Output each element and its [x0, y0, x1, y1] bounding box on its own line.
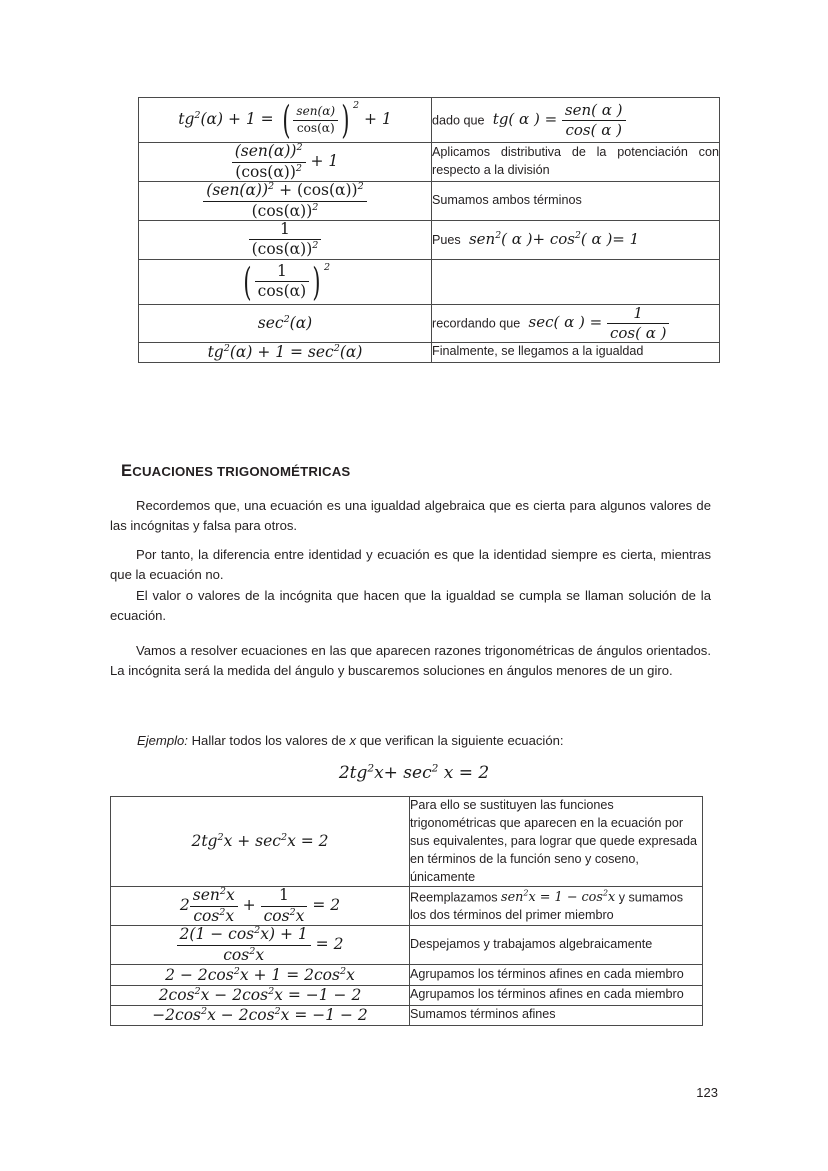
table-row — [111, 1005, 703, 1025]
display-equation-wrapper — [0, 762, 828, 783]
equation-despeje-fraccion: $\frac{2(1 - \cos^2x) + 1}{\cos^2x}$ = 2 — [177, 935, 344, 953]
note-cell — [432, 259, 720, 304]
page-number: 123 — [696, 1085, 718, 1100]
table-row — [111, 887, 703, 926]
equation-tg2-plus-1: $tg^2(\alpha) + 1$ = ( $\frac{\text{sen(α)}}{\cos(\alpha)}$ ) $^2$ + 1 — [178, 98, 392, 142]
note-cell — [432, 304, 720, 342]
example-text-after: que verifican la siguiente ecuación: — [356, 733, 564, 748]
note-cell: Sumamos ambos términos — [432, 182, 720, 221]
note-cell: Agrupamos los términos afines en cada miembro — [410, 985, 703, 1005]
table-row — [139, 259, 720, 304]
table-row — [111, 926, 703, 965]
note-math-sec-definicion: sec( α ) = $\frac{1}{\cos( \alpha )}$ — [524, 313, 670, 331]
table-row — [139, 342, 720, 362]
equation-menos2cos2x-menos-2cos2x: $-2\cos^2x - 2\cos^2x = -1 - 2$ — [152, 1005, 368, 1024]
heading-rest: CUACIONES TRIGONOMÉTRICAS — [132, 464, 351, 479]
example-text-before: Hallar todos los valores de — [187, 733, 350, 748]
equation-cell — [111, 1005, 410, 1025]
identidad-table — [138, 97, 720, 363]
equation-cell — [139, 182, 432, 221]
equation-parentesis-cuadrado: ( $\frac{1}{\cos(\alpha)}$ ) $^2$ — [243, 259, 331, 304]
note-cell: Finalmente, se llegamos a la igualdad — [432, 342, 720, 362]
note-prefix: Pues — [432, 233, 461, 248]
equation-2-menos-2cos2x: $2 - 2\cos^2x + 1 = 2\cos^2x$ — [165, 965, 355, 984]
paragraph-block-3 — [110, 586, 711, 626]
note-cell: Para ello se sustituyen las funciones trigonométricas que aparecen en la ecuación por sus equivalentes, para lograr que quede expresada en términos de la función seno y coseno, únicamente — [410, 797, 703, 887]
equation-cell — [111, 887, 410, 926]
paragraph-block-4 — [110, 641, 711, 681]
table-row — [139, 182, 720, 221]
note-prefix: recordando que — [432, 316, 521, 331]
equation-sec2: $\sec^2(\alpha)$ — [257, 313, 313, 332]
equation-suma-cuadrados: $\frac{(sen(\alpha))^2 + (\cos(\alpha))^2}{(\cos(\alpha))^2}$ — [203, 191, 366, 209]
equation-cell — [111, 797, 410, 887]
equation-cell — [111, 926, 410, 965]
ecuacion-table — [110, 796, 703, 1026]
note-math-tg-definicion: tg( α ) = $\frac{\text{sen( α )}}{\cos( \alpha )}$ — [488, 110, 625, 128]
heading-first-letter: E — [121, 462, 133, 480]
paragraph-block-1 — [110, 496, 711, 536]
note-cell — [410, 887, 703, 926]
note-cell — [432, 221, 720, 260]
equation-2tg2x-plus-sec2x: $2tg^2x + \sec^2x = 2$ — [191, 832, 329, 851]
display-equation-2tg2x-sec2x: $2tg^2x+ \sec^2 x = 2$ — [338, 762, 490, 783]
paragraph-block-2 — [110, 545, 711, 585]
equation-2sen2-sobre-cos2: 2 $\frac{sen^2x}{\cos^2x}$ + $\frac{1}{\cos^2x}$ = 2 — [179, 886, 341, 926]
example-variable: x — [349, 733, 357, 748]
paragraph: Por tanto, la diferencia entre identidad y ecuación es que la identidad siempre es cierta, mientras que la ecuación no. — [110, 547, 711, 583]
note-math-reemplazo: $sen^2x = 1 - \cos^2x$ — [501, 888, 616, 905]
note-cell: Aplicamos distributiva de la potenciación con respecto a la división — [432, 143, 720, 182]
equation-cell — [139, 98, 432, 143]
equation-cell — [139, 342, 432, 362]
equation-cell — [111, 985, 410, 1005]
table-row — [139, 304, 720, 342]
note-prefix: dado que — [432, 113, 485, 127]
example-label: Ejemplo: — [137, 733, 188, 748]
equation-cell — [139, 143, 432, 182]
table-row — [139, 98, 720, 143]
equation-fraccion-cuadrados: $\frac{(sen(\alpha))^2}{(\cos(\alpha))^2}$ + 1 — [232, 152, 339, 170]
note-math-identidad-fundamental: sen$^2$( α )+ $\cos^2$( α )= 1 — [464, 230, 640, 249]
equation-cell — [139, 221, 432, 260]
table-row — [139, 143, 720, 182]
table-row — [111, 965, 703, 985]
equation-final-identidad: $tg^2(\alpha) + 1 = \sec^2(\alpha)$ — [207, 342, 363, 361]
table-row — [111, 797, 703, 887]
equation-cell — [111, 965, 410, 985]
note-cell: Sumamos términos afines — [410, 1005, 703, 1025]
paragraph: Recordemos que, una ecuación es una igualdad algebraica que es cierta para algunos valores de las incógnitas y falsa para otros. — [110, 498, 711, 534]
note-after: y sumamos los dos términos del primer miembro — [410, 890, 684, 923]
table-row — [111, 985, 703, 1005]
example-line — [137, 733, 564, 748]
equation-uno-sobre-cos2: $\frac{1}{(\cos(\alpha))^2}$ — [249, 230, 322, 248]
equation-cell — [139, 259, 432, 304]
section-heading-ecuaciones-trigonometricas — [121, 462, 350, 481]
note-before: Reemplazamos — [410, 890, 501, 904]
paragraph: El valor o valores de la incógnita que hacen que la igualdad se cumpla se llaman solución de la ecuación. — [110, 588, 711, 624]
table-row — [139, 221, 720, 260]
equation-2cos2x-menos-2cos2x: $2\cos^2x - 2\cos^2x = -1 - 2$ — [158, 985, 362, 1004]
note-cell: Despejamos y trabajamos algebraicamente — [410, 926, 703, 965]
paragraph: Vamos a resolver ecuaciones en las que aparecen razones trigonométricas de ángulos orientados. La incógnita será la medida del ángulo y buscaremos soluciones en ángulos menores de un giro. — [110, 643, 711, 679]
equation-cell — [139, 304, 432, 342]
note-cell: Agrupamos los términos afines en cada miembro — [410, 965, 703, 985]
note-cell — [432, 98, 720, 143]
